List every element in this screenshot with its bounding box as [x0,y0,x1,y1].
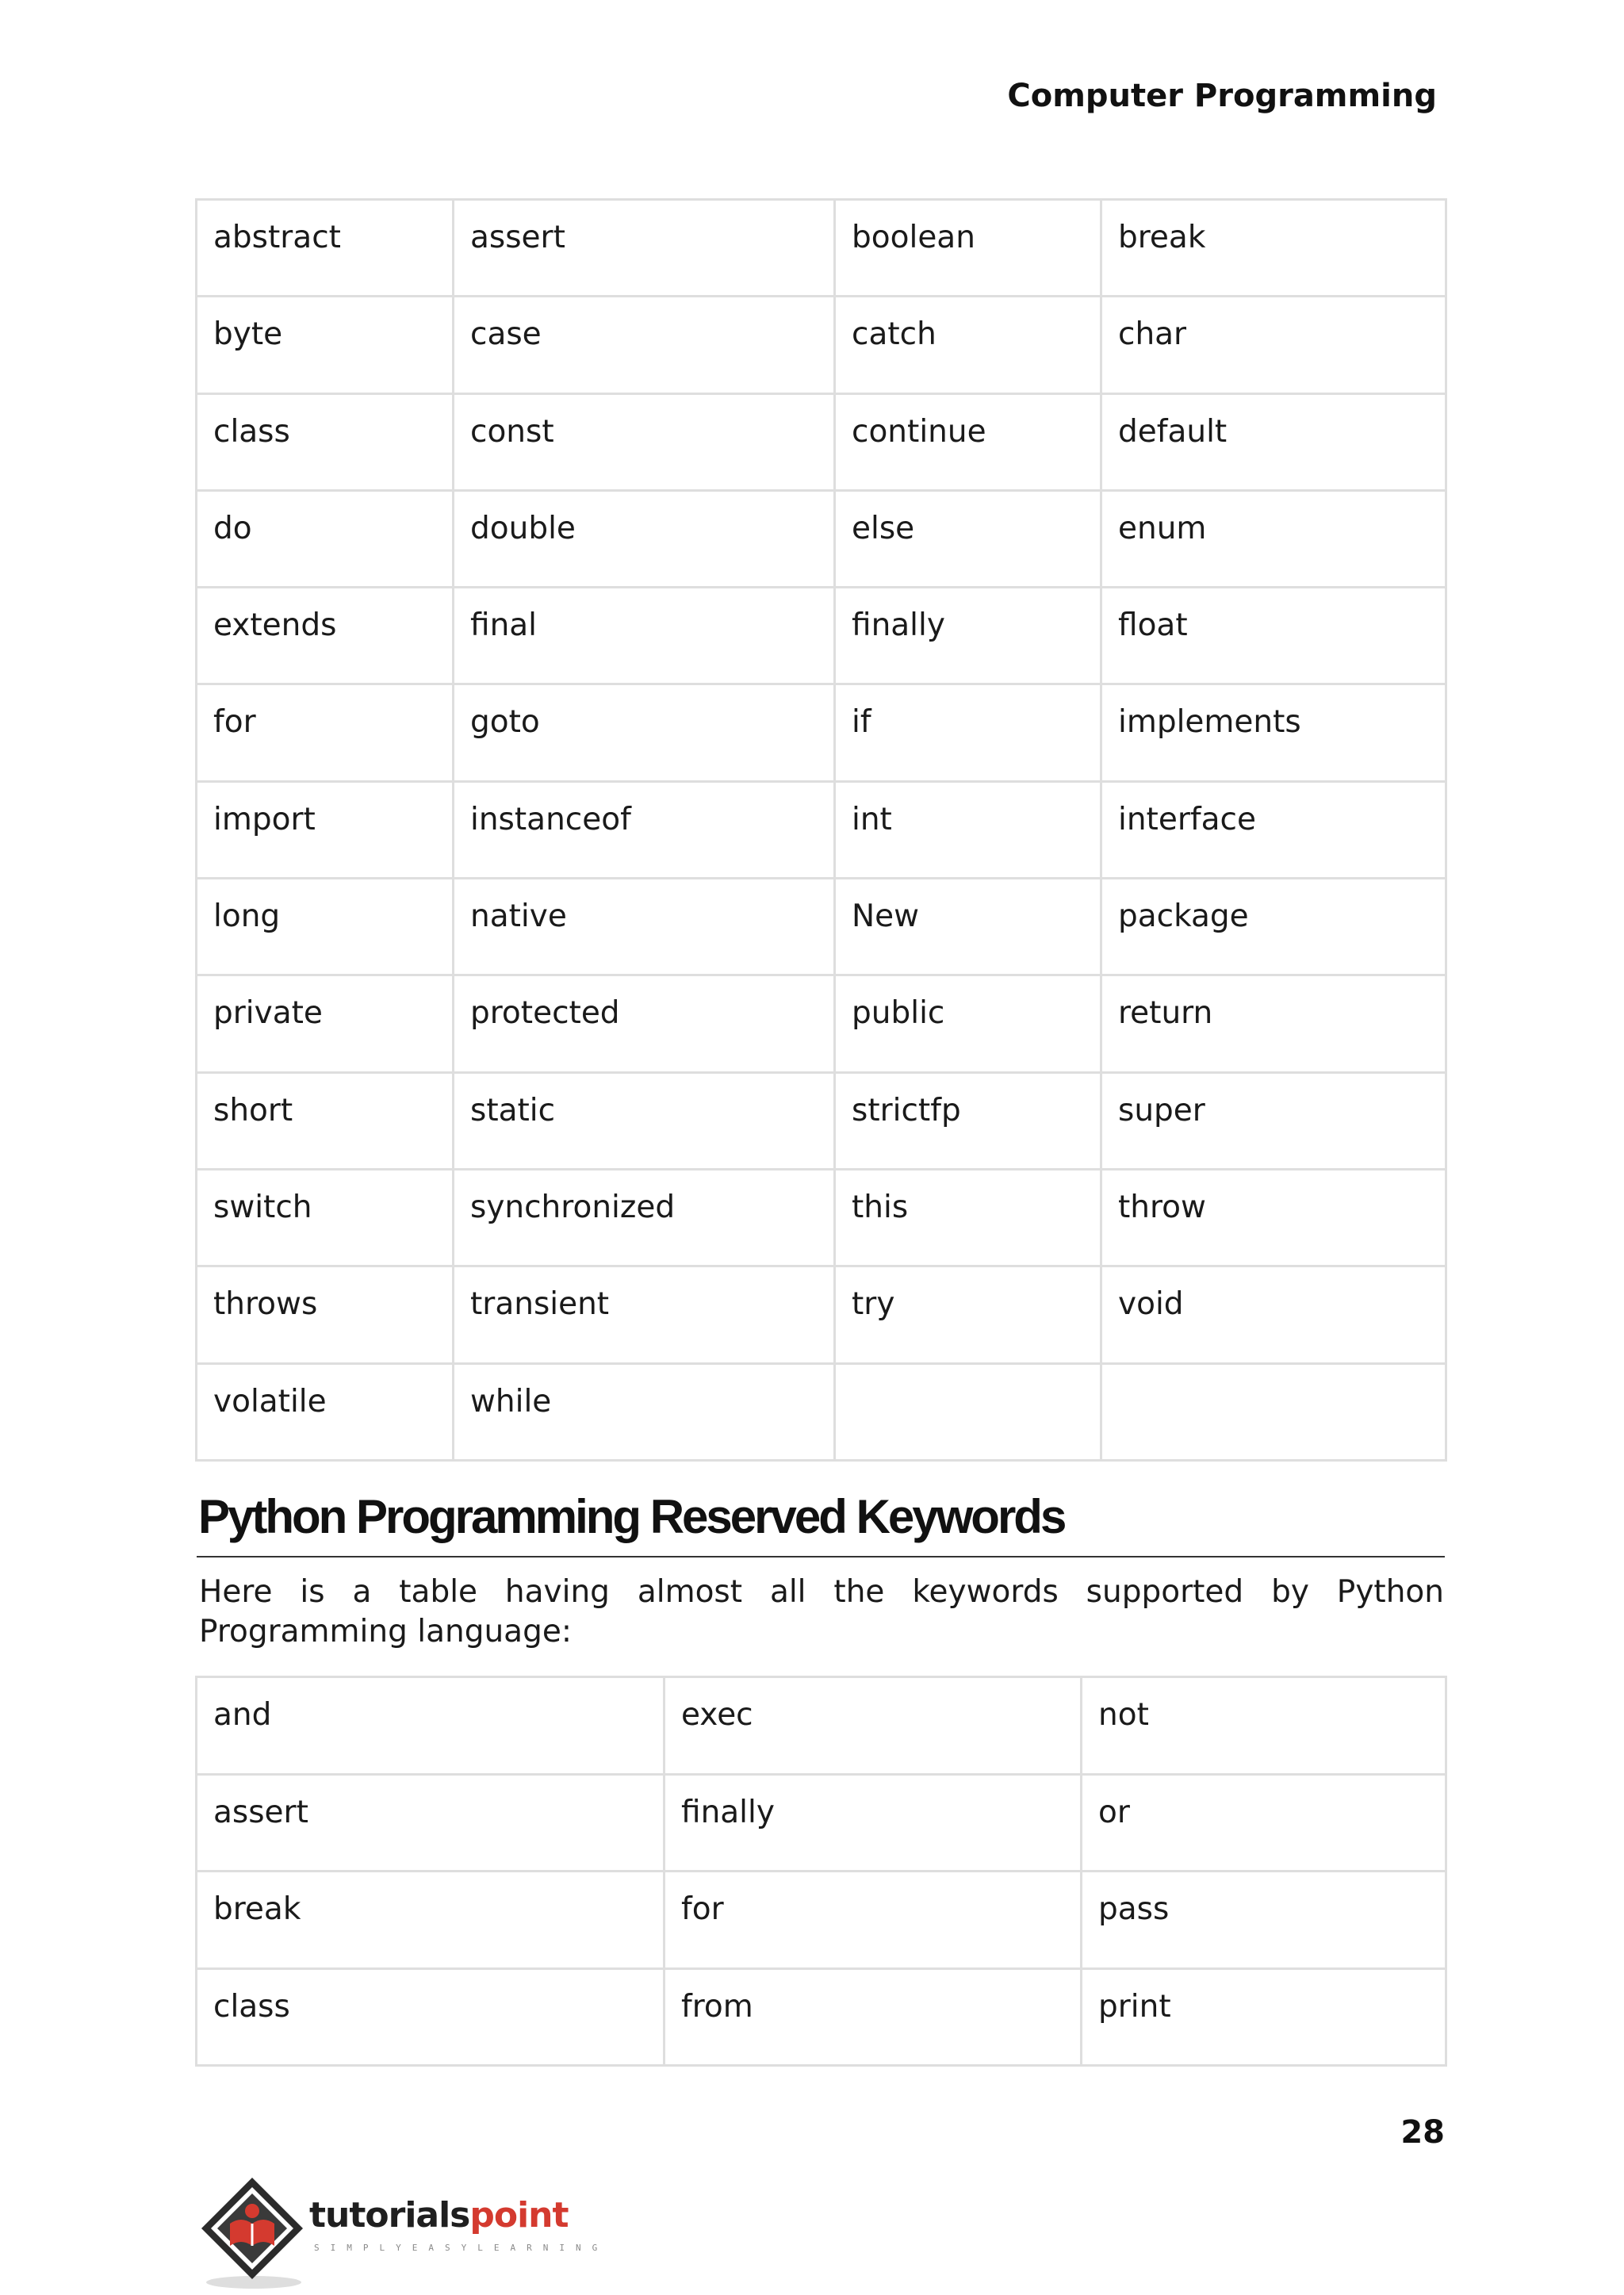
table-cell: protected [454,975,835,1072]
table-cell: boolean [835,200,1101,297]
table-row [197,1266,1446,1363]
java-keywords-table [195,198,1447,1462]
table-cell: char [1101,297,1446,393]
intro-paragraph: Here is a table having almost all the keywords supported by Python Programming language: [199,1574,1444,1649]
table-cell: not [1082,1677,1446,1775]
logo-word-point: point [469,2195,569,2236]
java-keywords-body [197,200,1446,1461]
table-cell: for [197,684,454,781]
table-cell: strictfp [835,1072,1101,1169]
table-cell: finally [835,588,1101,684]
table-cell: instanceof [454,781,835,878]
table-cell: else [835,490,1101,587]
table-cell: pass [1082,1872,1446,1969]
table-cell: break [197,1872,665,1969]
table-cell: short [197,1072,454,1169]
table-cell: transient [454,1266,835,1363]
table-cell: static [454,1072,835,1169]
table-row [197,490,1446,587]
table-cell: assert [197,1774,665,1872]
table-cell: volatile [197,1363,454,1460]
table-cell: package [1101,879,1446,975]
table-cell: throws [197,1266,454,1363]
table-cell: abstract [197,200,454,297]
table-cell: long [197,879,454,975]
table-cell: do [197,490,454,587]
table-cell: case [454,297,835,393]
running-header: Computer Programming [1007,78,1437,114]
table-row [197,1363,1446,1460]
table-cell: private [197,975,454,1072]
table-cell: int [835,781,1101,878]
page-number: 28 [1400,2114,1445,2151]
table-cell: while [454,1363,835,1460]
table-cell: enum [1101,490,1446,587]
table-cell: double [454,490,835,587]
table-cell: break [1101,200,1446,297]
python-keywords-table [195,1676,1447,2067]
table-cell: try [835,1266,1101,1363]
table-row [197,684,1446,781]
table-cell: goto [454,684,835,781]
table-row [197,1774,1446,1872]
section-heading: Python Programming Reserved Keywords [198,1490,1065,1543]
table-row [197,297,1446,393]
table-cell: throw [1101,1169,1446,1266]
logo-tagline: SIMPLYEASYLEARNING [314,2243,609,2253]
table-cell: if [835,684,1101,781]
table-cell [1101,1363,1446,1460]
table-cell: final [454,588,835,684]
table-cell: print [1082,1968,1446,2066]
table-cell: catch [835,297,1101,393]
table-cell: public [835,975,1101,1072]
table-cell: byte [197,297,454,393]
table-cell: and [197,1677,665,1775]
table-row [197,1872,1446,1969]
tutorialspoint-diamond-book-icon [197,2174,308,2293]
table-row [197,879,1446,975]
table-row [197,1968,1446,2066]
python-keywords-body [197,1677,1446,2066]
table-row [197,588,1446,684]
table-row [197,1677,1446,1775]
table-cell: this [835,1169,1101,1266]
table-cell: const [454,393,835,490]
table-cell: assert [454,200,835,297]
table-cell: implements [1101,684,1446,781]
table-cell: void [1101,1266,1446,1363]
table-cell: float [1101,588,1446,684]
table-cell: import [197,781,454,878]
heading-rule [197,1556,1445,1557]
table-cell: continue [835,393,1101,490]
table-row [197,393,1446,490]
table-cell: or [1082,1774,1446,1872]
table-row [197,1072,1446,1169]
tutorialspoint-logo [197,2174,609,2293]
table-cell: switch [197,1169,454,1266]
table-cell: New [835,879,1101,975]
table-row [197,200,1446,297]
table-cell: exec [665,1677,1082,1775]
table-cell: super [1101,1072,1446,1169]
table-cell: class [197,393,454,490]
table-row [197,781,1446,878]
table-cell: finally [665,1774,1082,1872]
table-cell: extends [197,588,454,684]
logo-word-tutorials: tutorials [309,2195,470,2236]
table-cell: native [454,879,835,975]
table-cell: return [1101,975,1446,1072]
table-cell: synchronized [454,1169,835,1266]
table-cell [835,1363,1101,1460]
table-cell: default [1101,393,1446,490]
logo-wordmark [309,2195,569,2236]
table-row [197,975,1446,1072]
table-cell: from [665,1968,1082,2066]
table-cell: for [665,1872,1082,1969]
table-cell: interface [1101,781,1446,878]
table-cell: class [197,1968,665,2066]
table-row [197,1169,1446,1266]
